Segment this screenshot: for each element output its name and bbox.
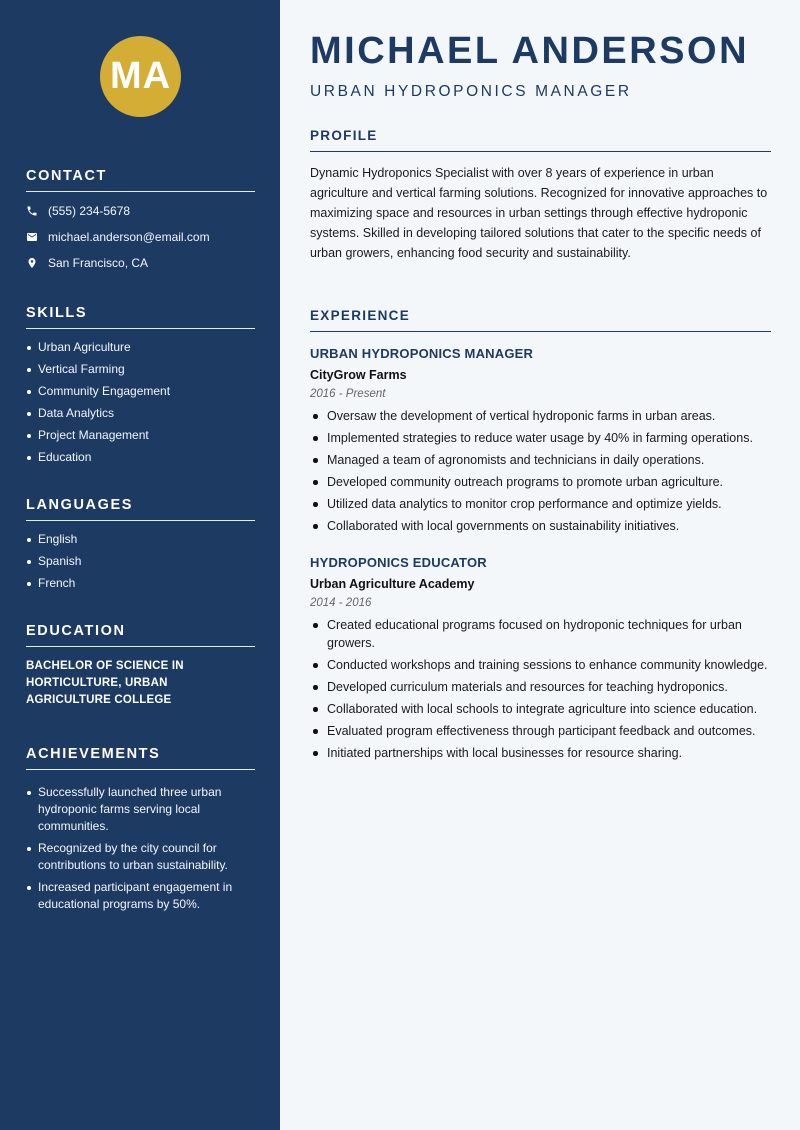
job-bullet: Utilized data analytics to monitor crop performance and optimize yields. [310,495,771,513]
email-text: michael.anderson@email.com [48,230,210,244]
candidate-name: MICHAEL ANDERSON [310,30,750,72]
profile-heading: PROFILE [310,128,771,152]
skill-item: Vertical Farming [26,361,255,378]
job-bullet: Managed a team of agronomists and technicians in daily operations. [310,451,771,469]
job-company: Urban Agriculture Academy [310,577,475,591]
skills-section [26,305,255,471]
skill-item: Education [26,449,255,466]
job-bullet: Developed community outreach programs to promote urban agriculture. [310,473,771,491]
achievements-heading: ACHIEVEMENTS [26,746,255,770]
language-item: French [26,575,255,592]
candidate-title: URBAN HYDROPONICS MANAGER [310,83,632,100]
education-degree: BACHELOR OF SCIENCE IN HORTICULTURE, URBAN AGRICULTURE COLLEGE [26,660,184,706]
job-bullet: Oversaw the development of vertical hydroponic farms in urban areas. [310,407,771,425]
languages-heading: LANGUAGES [26,497,255,521]
contact-heading: CONTACT [26,168,255,192]
job-bullet: Evaluated program effectiveness through participant feedback and outcomes. [310,722,771,740]
experience-section [310,308,771,766]
contact-phone [26,198,255,224]
location-text: San Francisco, CA [48,256,149,270]
job-bullet: Collaborated with local schools to integrate agriculture into science education. [310,700,771,718]
sidebar [0,0,280,1130]
profile-text: Dynamic Hydroponics Specialist with over 8 years of experience in urban agriculture and vertical farming solutions. Recognized for innovative approaches to maximizing space and resources in urban settings through effective hydroponic systems. Skilled in developing tailored solutions that cater to the specific needs of urban growers, enhancing food security and sustainability. [310,166,768,260]
skills-heading: SKILLS [26,305,255,329]
skill-item: Urban Agriculture [26,339,255,356]
contact-email [26,224,255,250]
achievements-section [26,746,255,918]
avatar [100,36,181,117]
language-item: English [26,531,255,548]
avatar-initials: MA [109,55,172,97]
job-bullet: Created educational programs focused on hydroponic techniques for urban growers. [310,616,771,652]
contact-location [26,250,255,276]
job-bullet: Initiated partnerships with local businesses for resource sharing. [310,744,771,762]
job-bullet: Collaborated with local governments on sustainability initiatives. [310,517,771,535]
job-bullet: Developed curriculum materials and resources for teaching hydroponics. [310,678,771,696]
job-entry [310,555,771,762]
job-bullet: Conducted workshops and training sessions to enhance community knowledge. [310,656,771,674]
languages-section [26,497,255,597]
location-pin-icon [26,257,38,269]
education-section [26,623,255,709]
job-company: CityGrow Farms [310,368,407,382]
job-entry [310,346,771,535]
skill-item: Data Analytics [26,405,255,422]
phone-icon [26,205,38,217]
achievement-item: Increased participant engagement in educational programs by 50%. [26,879,255,913]
contact-section [26,168,255,276]
achievement-item: Successfully launched three urban hydroponic farms serving local communities. [26,784,255,835]
experience-heading: EXPERIENCE [310,308,771,332]
profile-section [310,128,771,263]
skill-item: Community Engagement [26,383,255,400]
skill-item: Project Management [26,427,255,444]
phone-text: (555) 234-5678 [48,204,131,218]
job-dates: 2016 - Present [310,388,386,400]
mail-icon [26,231,38,243]
language-item: Spanish [26,553,255,570]
job-dates: 2014 - 2016 [310,597,372,609]
achievement-item: Recognized by the city council for contributions to urban sustainability. [26,840,255,874]
job-bullet: Implemented strategies to reduce water usage by 40% in farming operations. [310,429,771,447]
job-role: HYDROPONICS EDUCATOR [310,555,487,570]
education-heading: EDUCATION [26,623,255,647]
job-role: URBAN HYDROPONICS MANAGER [310,346,534,361]
